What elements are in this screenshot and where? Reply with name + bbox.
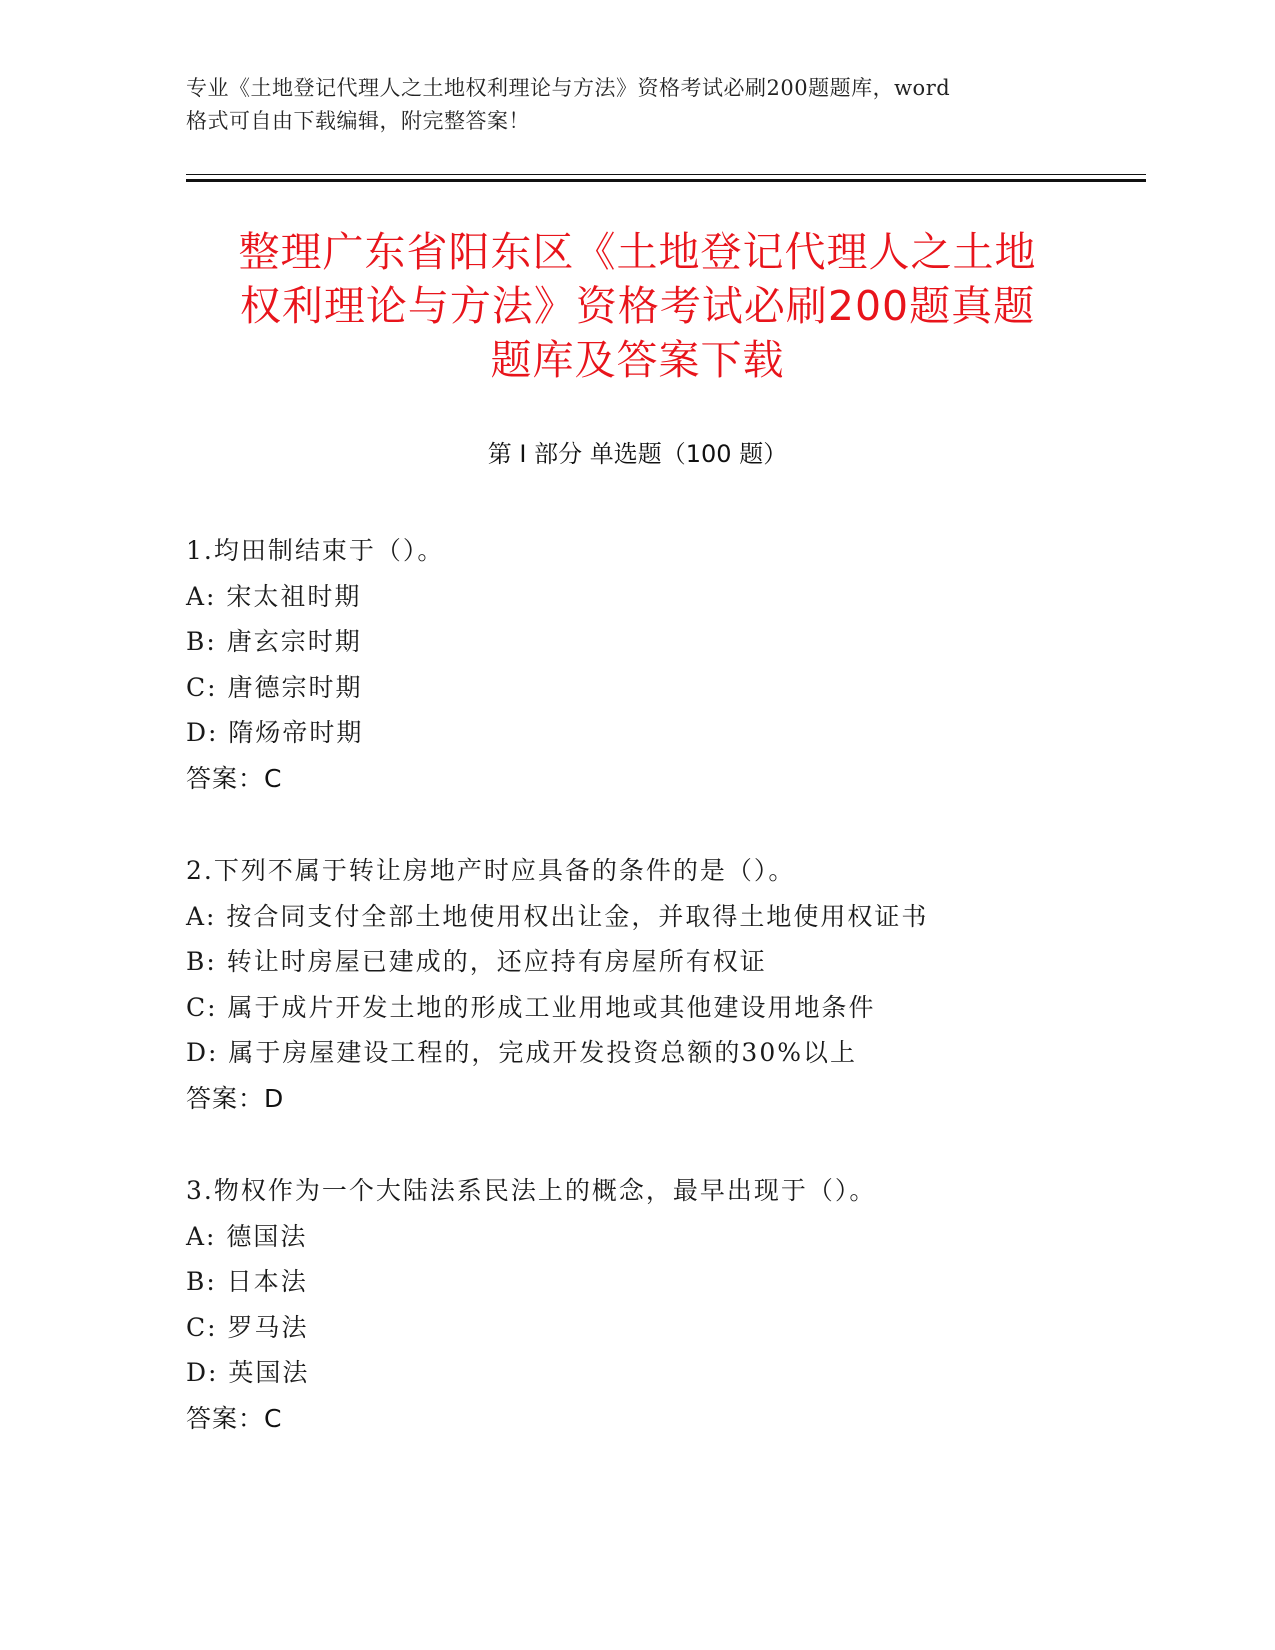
option-d: D: 属于房屋建设工程的，完成开发投资总额的30%以上 <box>186 1038 857 1067</box>
answer: 答案：D <box>186 1083 285 1113</box>
option-c: C: 唐德宗时期 <box>186 672 363 702</box>
question-stem: 2.下列不属于转让房地产时应具备的条件的是（）。 <box>186 856 796 885</box>
section-title: 第 I 部分 单选题（100 题） <box>487 440 788 468</box>
option-c: C: 罗马法 <box>186 1312 309 1342</box>
title-line-3: 题库及答案下载 <box>490 336 785 384</box>
question-2 <box>186 848 1146 1121</box>
question-1 <box>186 528 1146 801</box>
question-stem: 1.均田制结束于（）。 <box>186 536 445 565</box>
option-b: B: 转让时房屋已建成的，还应持有房屋所有权证 <box>186 947 767 976</box>
answer: 答案：C <box>186 1403 283 1433</box>
header-divider-thick <box>186 179 1146 182</box>
question-3 <box>186 1168 1146 1441</box>
option-b: B: 唐玄宗时期 <box>186 627 362 656</box>
header-divider-thin <box>186 174 1146 175</box>
document-title <box>190 225 1085 387</box>
option-a: A: 按合同支付全部土地使用权出让金，并取得土地使用权证书 <box>186 901 929 931</box>
title-line-1: 整理广东省阳东区《土地登记代理人之土地 <box>238 228 1037 276</box>
title-line-2: 权利理论与方法》资格考试必刷200题真题 <box>239 282 1036 330</box>
option-d: D: 隋炀帝时期 <box>186 718 364 747</box>
header-note <box>186 72 1086 138</box>
header-note-line-1: 专业《土地登记代理人之土地权利理论与方法》资格考试必刷200题题库，word <box>186 76 951 100</box>
question-stem: 3.物权作为一个大陆法系民法上的概念，最早出现于（）。 <box>186 1176 877 1205</box>
option-d: D: 英国法 <box>186 1358 310 1387</box>
option-c: C: 属于成片开发土地的形成工业用地或其他建设用地条件 <box>186 992 876 1022</box>
header-note-line-2: 格式可自由下载编辑，附完整答案！ <box>186 109 530 133</box>
option-b: B: 日本法 <box>186 1267 308 1296</box>
question-list <box>186 528 1146 1488</box>
option-a: A: 宋太祖时期 <box>186 581 362 611</box>
option-a: A: 德国法 <box>186 1221 308 1251</box>
answer: 答案：C <box>186 763 283 793</box>
